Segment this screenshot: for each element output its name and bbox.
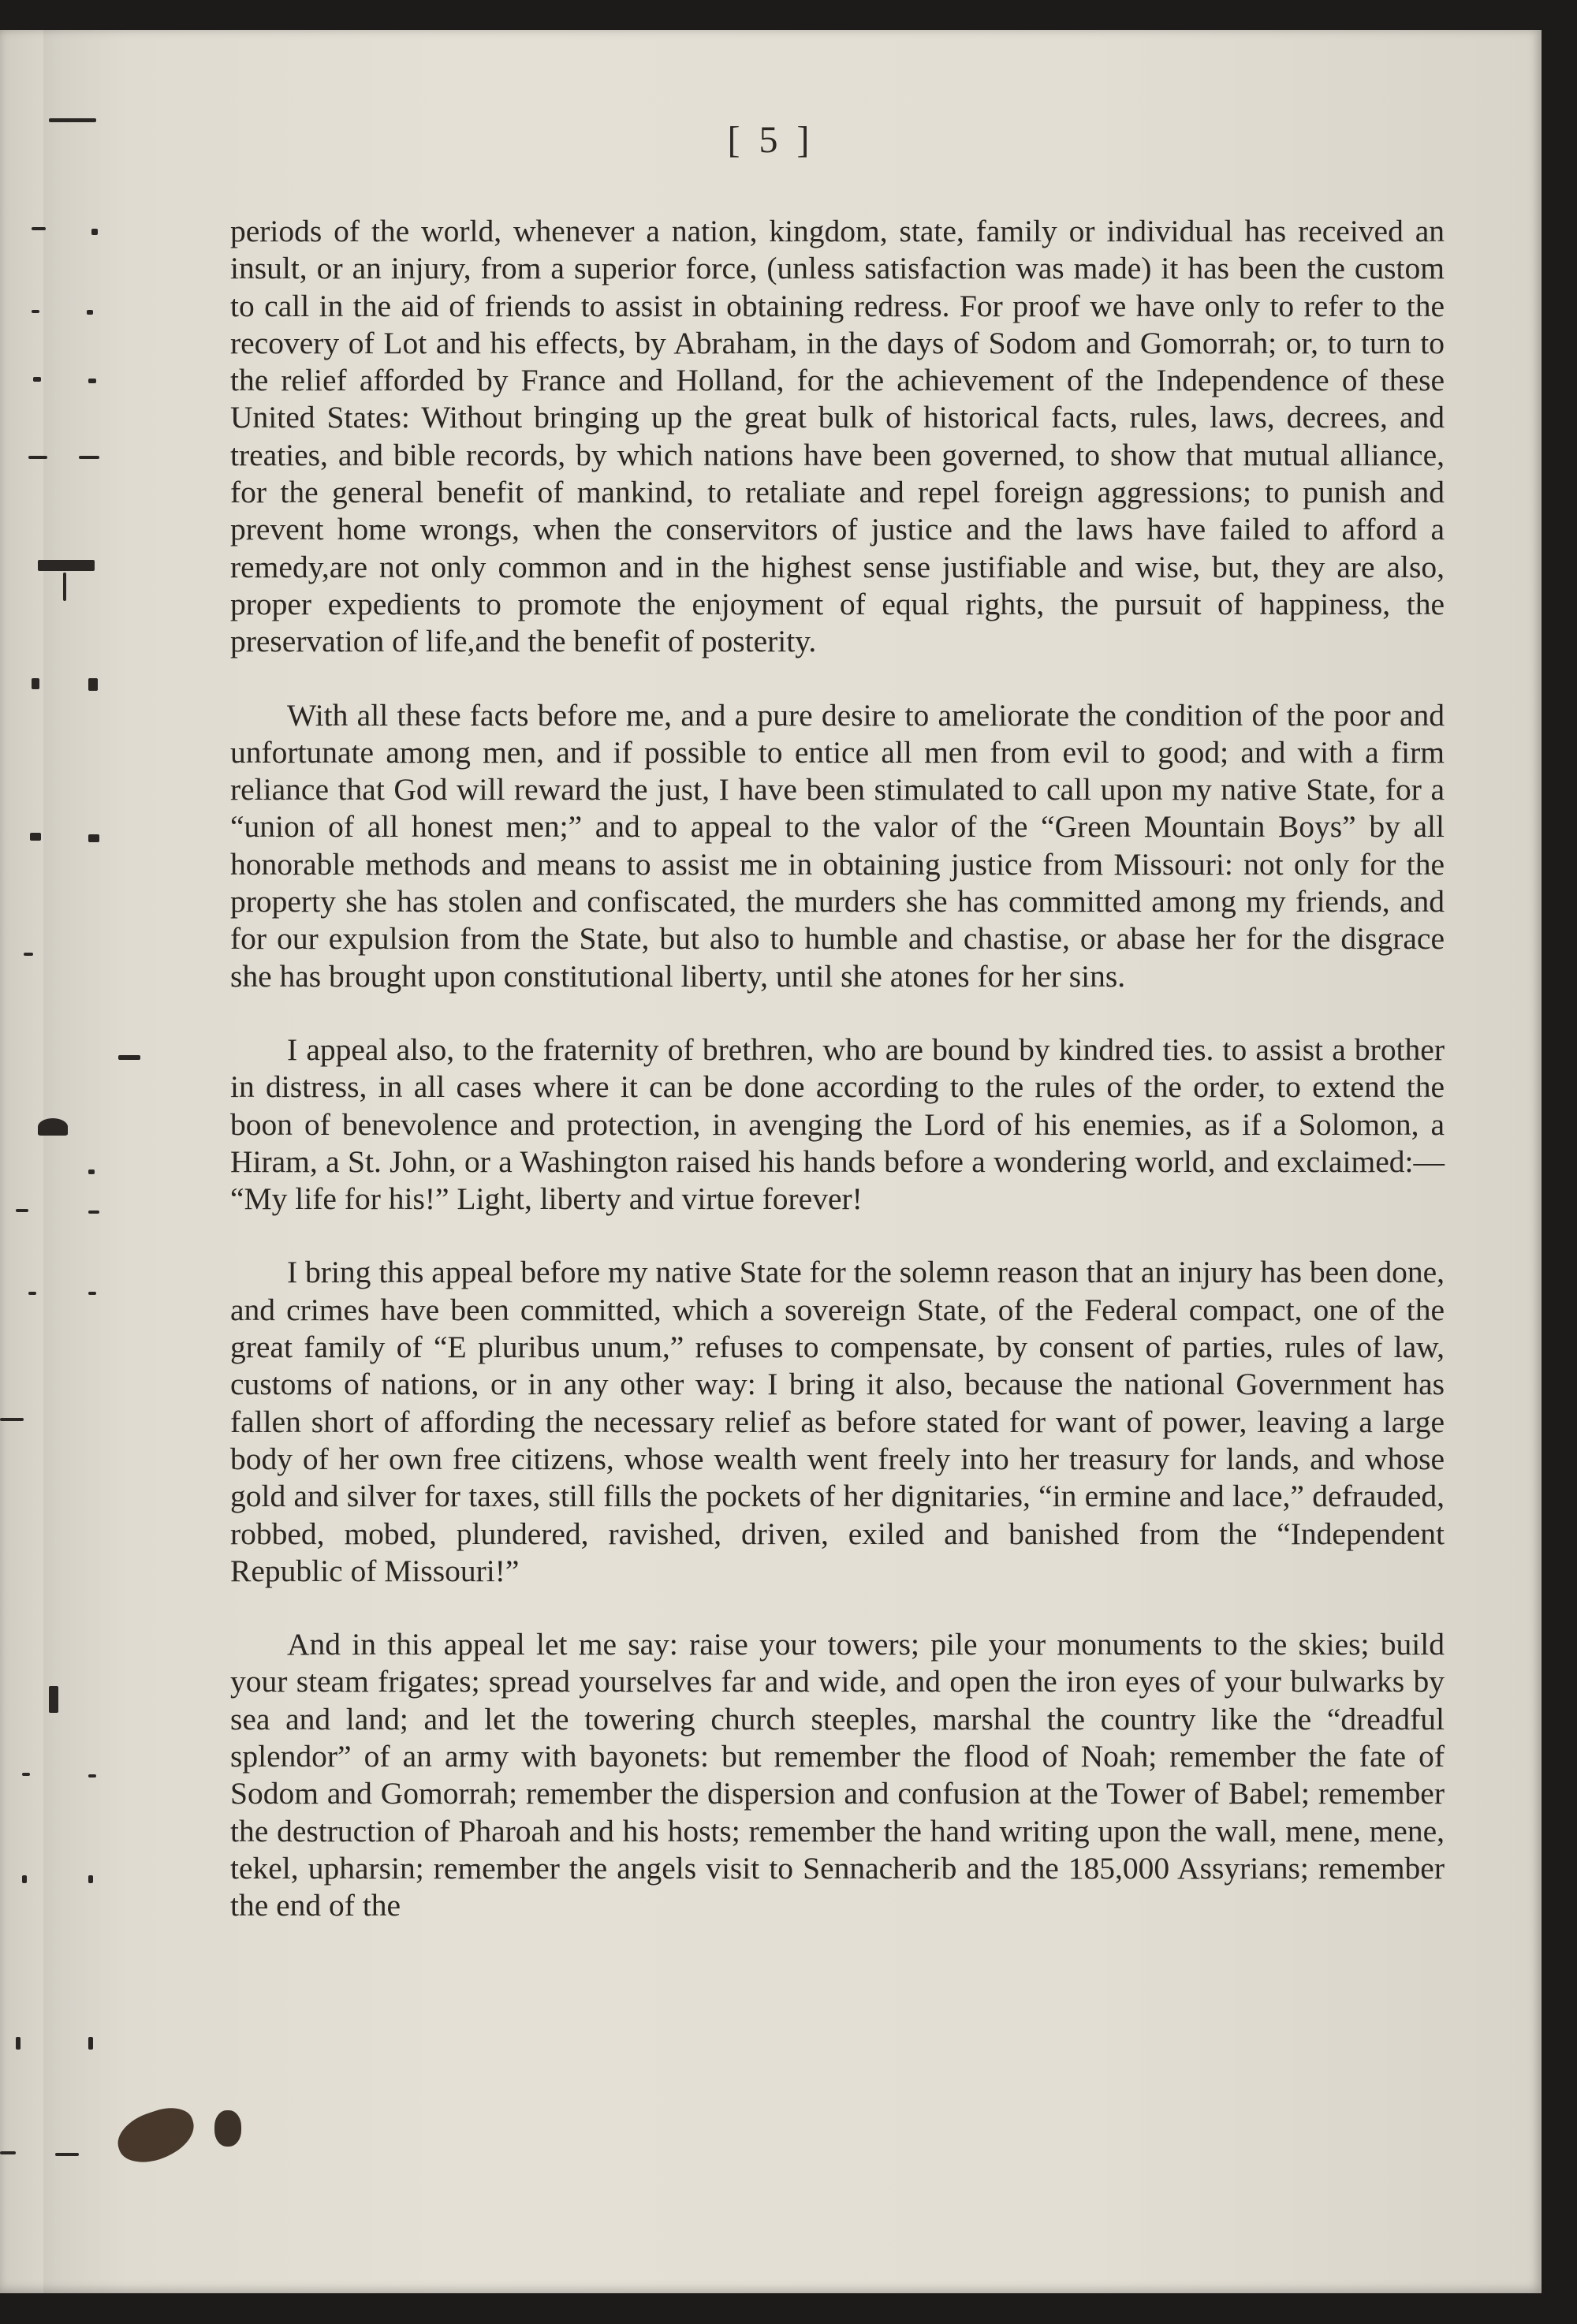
paragraph: With all these facts before me, and a pure desire to ameliorate the condition of the poor and unfortunate among men, and if possible to entice all men from evil to good; and with a firm reliance that God will reward the just, I have been stimulated to call upon my native State, for a “union of all honest men;” and to appeal to the valor of the “Green Mountain Boys” by all honorable methods and means to assist me in obtaining justice from Missouri: not only for the property she has stolen and confiscated, the murders she has committed among my friends, and for our expulsion from the State, but also to humble and chastise, or abase her for the disgrace she has brought upon constitutional liberty, until she atones for her sins.: [230, 697, 1445, 994]
paragraph-gap: [230, 1218, 1445, 1254]
binding-mark: [32, 310, 39, 313]
paragraph: periods of the world, whenever a nation, kingdom, state, family or individual has received an insult, or an injury, from a superior force, (unless satisfaction was made) it has been the custom to call in the aid of friends to assist in obtaining redress. For proof we have only to refer to the recovery of Lot and his effects, by Abraham, in the days of Sodom and Gomorrah; or, to turn to the relief afforded by France and Holland, for the achievement of the Independence of these United States: Without bringing up the great bulk of historical facts, rules, laws, decrees, and treaties, and bible records, by which nations have been governed, to show that mutual alliance, for the general benefit of mankind, to retaliate and repel foreign aggressions; to punish and prevent home wrongs, when the conservitors of justice and the laws have failed to afford a remedy,are not only common and in the highest sense justifiable and wise, but, they are also, proper expedients to promote the enjoyment of equal rights, the pursuit of happiness, the preservation of life,and the benefit of posterity.: [230, 214, 1445, 659]
binding-mark: [38, 1118, 68, 1136]
binding-mark: [63, 573, 66, 601]
binding-mark: [22, 1773, 30, 1776]
binding-mark: [28, 456, 47, 459]
binding-mark: [32, 678, 39, 689]
binding-mark: [55, 2153, 79, 2156]
binding-mark: [88, 2037, 93, 2050]
binding-mark: [0, 1418, 24, 1421]
binding-mark: [32, 227, 46, 230]
binding-mark: [33, 377, 41, 382]
binding-mark: [88, 379, 96, 383]
binding-mark: [118, 1055, 140, 1060]
document-page: [0, 30, 1542, 2293]
binding-mark: [0, 2151, 16, 2154]
page-number: [ 5 ]: [727, 119, 815, 161]
binding-mark: [88, 678, 98, 691]
paragraph-gap: [230, 1590, 1445, 1626]
binding-mark: [88, 1169, 95, 1174]
binding-mark: [22, 1875, 27, 1883]
paragraph: And in this appeal let me say: raise your towers; pile your monuments to the skies; build your steam frigates; spread yourselves far and wide, and open the iron eyes of your bulwarks by sea and land; and let the towering church steeples, marshal the country like the “dreadful splendor” of an army with bayonets: but remember the flood of Noah; remember the fate of Sodom and Gomorrah; remember the dispersion and confusion at the Tower of Babel; remember the destruction of Pharoah and his hosts; remember the hand writing upon the wall, mene, mene, tekel, upharsin; remember the angels visit to Sennacherib and the 185,000 Assyrians; remember the end of the: [230, 1627, 1445, 1923]
body-text: [230, 213, 1445, 1924]
binding-mark: [88, 1774, 96, 1778]
binding-mark: [79, 456, 99, 459]
binding-mark: [24, 953, 33, 956]
binding-mark: [28, 1292, 36, 1295]
binding-mark: [91, 229, 98, 235]
binding-mark: [16, 1209, 28, 1212]
binding-mark: [49, 1686, 58, 1713]
binding-mark: [38, 560, 95, 571]
ink-stain: [214, 2110, 241, 2147]
binding-mark: [88, 1210, 99, 1214]
paragraph-gap: [230, 995, 1445, 1031]
binding-mark: [16, 2037, 21, 2050]
binding-mark: [88, 1292, 96, 1295]
binding-mark: [30, 833, 41, 841]
binding-mark: [88, 834, 99, 842]
paragraph: I appeal also, to the fraternity of brethren, who are bound by kindred ties. to assist a brother in distress, in all cases where it can be done according to the rules of the order, to extend the boon of benevolence and protection, in avenging the Lord of his enemies, as if a Solomon, a Hiram, a St. John, or a Washington raised his hands before a wondering world, and exclaimed:— “My life for his!” Light, liberty and virtue forever!: [230, 1031, 1445, 1217]
binding-mark: [88, 1875, 93, 1883]
paragraph: I bring this appeal before my native State for the solemn reason that an injury has been done, and crimes have been committed, which a sovereign State, of the Federal compact, one of the great family of “E pluribus unum,” refuses to compensate, by consent of parties, rules of law, customs of nations, or in any other way: I bring it also, because the national Government has fallen short of affording the necessary relief as before stated for want of power, leaving a large body of her own free citizens, whose wealth went freely into her treasury for lands, and whose gold and silver for taxes, still fills the pockets of her dignitaries, “in ermine and lace,” defrauded, robbed, mobed, plundered, ravished, driven, exiled and banished from the “Independent Republic of Missouri!”: [230, 1255, 1445, 1588]
binding-mark: [87, 310, 93, 315]
binding-margin: [0, 30, 126, 2293]
paragraph-gap: [230, 661, 1445, 697]
